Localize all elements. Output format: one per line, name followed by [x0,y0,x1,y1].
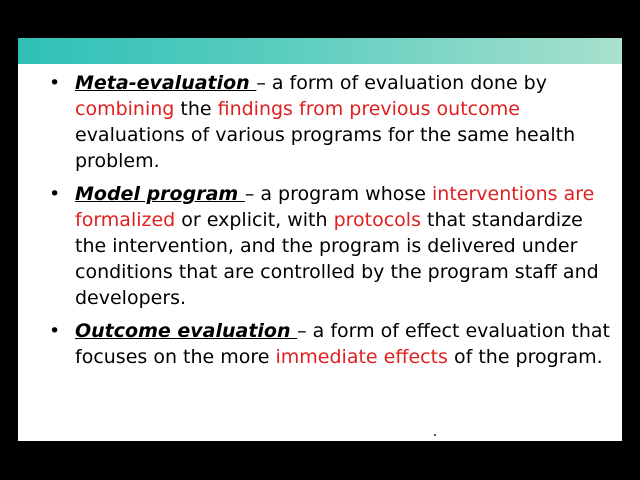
definition-text: of the program. [447,346,603,368]
highlighted-text: interventions are formalized [75,183,595,231]
highlighted-text: protocols [333,209,421,231]
bullet-icon: • [49,320,61,342]
definition-outcome-evaluation [18,318,622,370]
slide-content [18,70,622,377]
bullet-icon: • [49,183,61,205]
term-label: Outcome evaluation [75,320,298,342]
highlighted-text: findings from previous outcome [217,98,520,120]
highlighted-text: immediate effects [275,346,448,368]
definition-model-program [18,181,622,311]
accent-header-bar [18,38,622,64]
definition-list [18,70,622,370]
definition-text: – a program whose [244,183,433,205]
term-label: Meta-evaluation [75,72,257,94]
definition-text: that standardize the intervention, and the program is delivered under conditions that are controlled by the program staff and developers. [75,209,599,309]
highlighted-text: combining [75,98,175,120]
bullet-icon: • [49,72,61,94]
slide [18,38,622,441]
definition-meta-evaluation [18,70,622,174]
definition-text: – a form of evaluation done by [256,72,547,94]
definition-text: – a form of effect evaluation that focuses on the more [75,320,611,368]
definition-text: evaluations of various programs for the same health problem. [75,124,576,172]
definition-text: the [174,98,218,120]
definition-text: or explicit, with [175,209,334,231]
cursor-speck [434,434,436,436]
term-label: Model program [75,183,245,205]
